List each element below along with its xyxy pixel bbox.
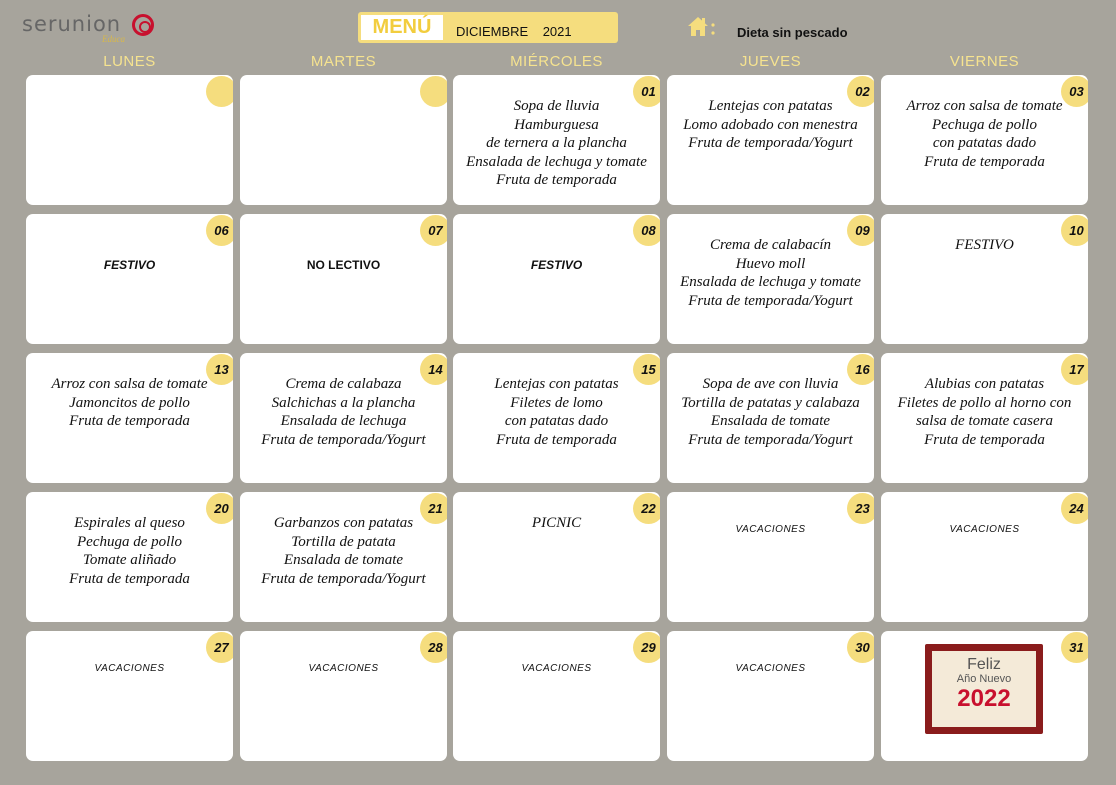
day-number-badge: 30 bbox=[849, 634, 874, 661]
weekday-header bbox=[26, 53, 1088, 73]
menu-line: Ensalada de tomate bbox=[710, 413, 831, 429]
menu-label: MENÚ bbox=[361, 15, 443, 40]
new-year-card-image bbox=[925, 644, 1043, 734]
menu-lines bbox=[667, 375, 874, 449]
day-cell bbox=[881, 214, 1088, 344]
menu-line: de ternera a la plancha bbox=[486, 135, 627, 151]
day-cell bbox=[453, 353, 660, 483]
day-cell bbox=[453, 75, 660, 205]
weekday-miercoles: MIÉRCOLES bbox=[510, 53, 603, 70]
day-cell bbox=[881, 353, 1088, 483]
menu-line: Fruta de temporada bbox=[496, 431, 617, 448]
day-cell bbox=[453, 631, 660, 761]
logo-subtext: Educa bbox=[102, 34, 125, 44]
card-feliz-text: Feliz bbox=[967, 656, 1001, 673]
menu-line: Fruta de temporada/Yogurt bbox=[688, 431, 853, 448]
menu-lines bbox=[667, 97, 874, 153]
day-number-badge: 29 bbox=[635, 634, 660, 661]
day-number-badge: 28 bbox=[422, 634, 447, 661]
menu-line: Sopa de ave con lluvia bbox=[702, 376, 839, 392]
menu-lines bbox=[240, 375, 447, 449]
menu-line: Fruta de temporada bbox=[496, 172, 617, 188]
day-cell bbox=[26, 631, 233, 761]
menu-line: Fruta de temporada bbox=[69, 413, 190, 429]
logo-mark-icon bbox=[132, 14, 154, 36]
menu-line: Sopa de lluvia bbox=[513, 98, 600, 114]
menu-year: 2021 bbox=[542, 24, 572, 39]
menu-lines bbox=[240, 514, 447, 588]
day-number-badge: 21 bbox=[422, 495, 447, 522]
menu-lines bbox=[453, 514, 660, 533]
day-number-badge: 09 bbox=[849, 217, 874, 244]
menu-line: Salchichas a la plancha bbox=[271, 394, 416, 411]
day-number-badge: 13 bbox=[208, 356, 233, 383]
menu-lines bbox=[453, 375, 660, 449]
holiday-label: NO LECTIVO bbox=[306, 258, 381, 272]
vacation-label: VACACIONES bbox=[735, 524, 806, 535]
menu-line: Crema de calabaza bbox=[285, 376, 402, 392]
menu-line: Filetes de lomo bbox=[510, 394, 603, 411]
day-cell bbox=[26, 75, 233, 205]
day-number-badge: 17 bbox=[1063, 356, 1088, 383]
menu-line: Ensalada de lechuga bbox=[280, 413, 407, 429]
day-cell bbox=[667, 214, 874, 344]
day-cell bbox=[453, 492, 660, 622]
day-cell bbox=[240, 631, 447, 761]
menu-line: Fruta de temporada bbox=[924, 153, 1045, 170]
weekday-viernes: VIERNES bbox=[949, 53, 1020, 70]
vacation-label: VACACIONES bbox=[308, 663, 379, 674]
day-cell bbox=[240, 214, 447, 344]
day-number-badge: 06 bbox=[208, 217, 233, 244]
menu-line: Lentejas con patatas bbox=[708, 98, 833, 114]
menu-lines bbox=[881, 236, 1088, 255]
day-cell bbox=[26, 353, 233, 483]
day-number-badge bbox=[422, 78, 447, 105]
day-cell bbox=[881, 631, 1088, 761]
menu-line: Alubias con patatas bbox=[924, 376, 1045, 392]
day-cell bbox=[667, 631, 874, 761]
menu-line: salsa de tomate casera bbox=[915, 413, 1054, 429]
menu-line: Ensalada de tomate bbox=[283, 552, 404, 568]
menu-line: PICNIC bbox=[531, 515, 582, 531]
menu-month-year bbox=[456, 12, 572, 43]
day-cell bbox=[667, 353, 874, 483]
day-number-badge: 02 bbox=[849, 78, 874, 105]
menu-line: Fruta de temporada/Yogurt bbox=[261, 431, 426, 448]
menu-line: Fruta de temporada/Yogurt bbox=[688, 292, 853, 309]
day-number-badge bbox=[208, 78, 233, 105]
menu-line: Crema de calabacín bbox=[709, 237, 832, 253]
home-icon bbox=[686, 14, 716, 40]
day-number-badge: 14 bbox=[422, 356, 447, 383]
menu-line: Huevo moll bbox=[735, 255, 806, 272]
day-number-badge: 03 bbox=[1063, 78, 1088, 105]
diet-label: Dieta sin pescado bbox=[737, 25, 848, 40]
menu-line: Espirales al queso bbox=[74, 515, 185, 531]
menu-line: Jamoncitos de pollo bbox=[69, 394, 190, 411]
weekday-jueves: JUEVES bbox=[739, 53, 802, 70]
day-number-badge: 20 bbox=[208, 495, 233, 522]
menu-line: Pechuga de pollo bbox=[77, 533, 182, 550]
menu-line: Filetes de pollo al horno con bbox=[897, 394, 1072, 411]
day-cell bbox=[453, 214, 660, 344]
menu-line: Tortilla de patata bbox=[291, 533, 396, 550]
day-cell bbox=[881, 492, 1088, 622]
menu-line: Lomo adobado con menestra bbox=[683, 116, 858, 133]
menu-line: Garbanzos con patatas bbox=[273, 515, 414, 531]
day-number-badge: 31 bbox=[1063, 634, 1088, 661]
day-cell bbox=[667, 492, 874, 622]
calendar-grid bbox=[26, 75, 1088, 765]
menu-line: Tomate aliñado bbox=[82, 552, 177, 568]
weekday-lunes: LUNES bbox=[103, 53, 156, 70]
menu-line: Pechuga de pollo bbox=[932, 116, 1037, 133]
menu-line: Ensalada de lechuga y tomate bbox=[466, 153, 647, 170]
menu-lines bbox=[881, 375, 1088, 449]
vacation-label: VACACIONES bbox=[521, 663, 592, 674]
day-cell bbox=[240, 492, 447, 622]
menu-line: FESTIVO bbox=[955, 237, 1014, 253]
menu-line: Hamburguesa bbox=[514, 116, 599, 133]
card-anio-text: Año Nuevo bbox=[956, 673, 1012, 685]
day-cell bbox=[240, 75, 447, 205]
menu-lines bbox=[26, 375, 233, 431]
day-number-badge: 10 bbox=[1063, 217, 1088, 244]
vacation-label: VACACIONES bbox=[949, 524, 1020, 535]
menu-line: con patatas dado bbox=[504, 413, 609, 429]
menu-title-box bbox=[358, 12, 618, 43]
menu-line: Lentejas con patatas bbox=[494, 376, 619, 392]
day-number-badge: 23 bbox=[849, 495, 874, 522]
new-year-card-inner bbox=[932, 651, 1036, 727]
menu-line: Fruta de temporada bbox=[924, 431, 1045, 448]
menu-line: Arroz con salsa de tomate bbox=[906, 98, 1063, 114]
day-number-badge: 08 bbox=[635, 217, 660, 244]
day-cell bbox=[881, 75, 1088, 205]
day-number-badge: 07 bbox=[422, 217, 447, 244]
day-number-badge: 15 bbox=[635, 356, 660, 383]
menu-line: Fruta de temporada/Yogurt bbox=[688, 135, 853, 151]
menu-lines bbox=[453, 97, 660, 190]
day-number-badge: 16 bbox=[849, 356, 874, 383]
menu-lines bbox=[667, 236, 874, 310]
vacation-label: VACACIONES bbox=[735, 663, 806, 674]
menu-month: DICIEMBRE bbox=[456, 24, 529, 39]
day-cell bbox=[240, 353, 447, 483]
menu-line: con patatas dado bbox=[932, 135, 1037, 151]
logo-text: serunion bbox=[22, 12, 122, 36]
day-cell bbox=[26, 492, 233, 622]
day-cell bbox=[667, 75, 874, 205]
menu-line: Ensalada de lechuga y tomate bbox=[680, 274, 861, 290]
menu-line: Tortilla de patatas y calabaza bbox=[681, 394, 860, 411]
card-year-text: 2022 bbox=[957, 685, 1011, 712]
serunion-logo bbox=[22, 12, 162, 46]
vacation-label: VACACIONES bbox=[94, 663, 165, 674]
day-number-badge: 22 bbox=[635, 495, 660, 522]
menu-line: Fruta de temporada/Yogurt bbox=[261, 570, 426, 587]
day-cell bbox=[26, 214, 233, 344]
day-number-badge: 24 bbox=[1063, 495, 1088, 522]
menu-line: Arroz con salsa de tomate bbox=[51, 376, 208, 392]
holiday-label: FESTIVO bbox=[530, 258, 583, 272]
holiday-label: FESTIVO bbox=[103, 258, 156, 272]
day-number-badge: 01 bbox=[635, 78, 660, 105]
day-number-badge: 27 bbox=[208, 634, 233, 661]
menu-line: Fruta de temporada bbox=[69, 570, 190, 587]
weekday-martes: MARTES bbox=[310, 53, 377, 70]
menu-lines bbox=[881, 97, 1088, 171]
menu-lines bbox=[26, 514, 233, 588]
